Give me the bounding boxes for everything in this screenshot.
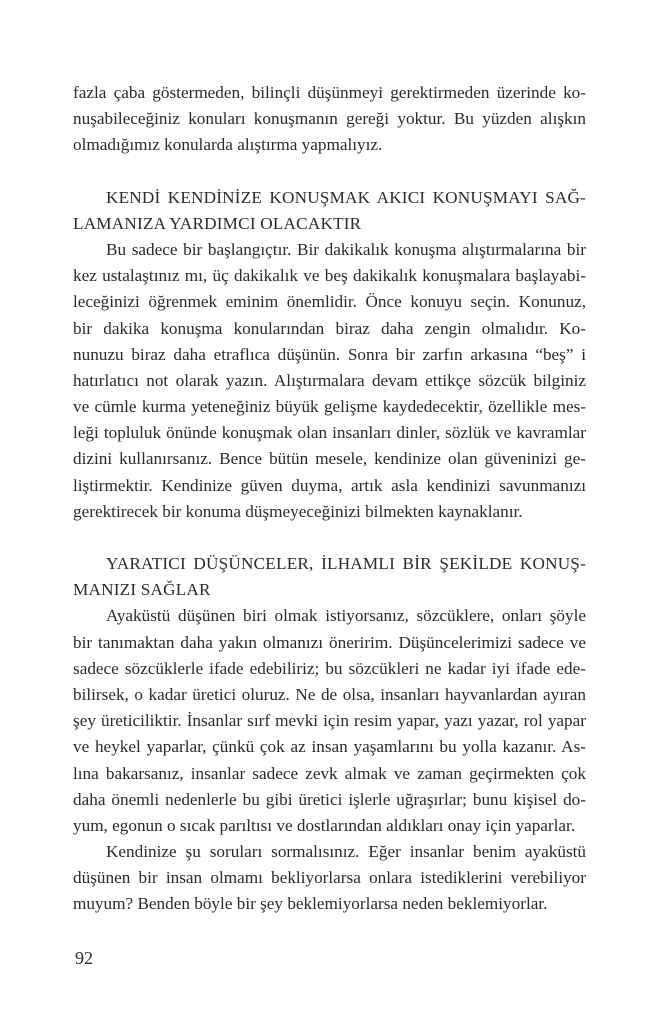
text-line: gerektirecek bir konuma düşmeyeceğinizi bilmekten kaynaklanır. <box>73 501 523 521</box>
section-gap <box>73 159 586 185</box>
text-line: nuşabileceğiniz konuları konuşmanın gereği yoktur. Bu yüzden alışkın <box>73 109 586 129</box>
page-number: 92 <box>75 948 93 968</box>
text-line: leceğinizi öğrenmek eminim önemlidir. Önce konuyu seçin. Konunuz, <box>73 292 586 312</box>
text-line: nunuzu biraz daha etraflıca düşünün. Sonra bir zarfın arkasına “beş” i <box>73 344 586 364</box>
text-line: daha önemli nedenlerle bu gibi üretici işlerle uğraşırlar; bunu kişisel do- <box>73 789 586 809</box>
heading-line: LAMANIZA YARDIMCI OLACAKTIR <box>73 213 362 233</box>
text-line: fazla çaba göstermeden, bilinçli düşünmeyi gerektirmeden üzerinde ko- <box>73 83 586 102</box>
text-line: kez ustalaştınız mı, üç dakikalık ve beş dakikalık konuşmalara başlayabi- <box>73 266 586 286</box>
text-line: ve cümle kurma yeteneğiniz büyük gelişme kaydedecektir, özellikle mes- <box>73 397 586 417</box>
text-line: şey üreticiliktir. İnsanlar sırf mevki için resim yapar, yazı yazar, rol yapar <box>73 711 586 731</box>
text-line: lına bakarsanız, insanlar sadece zevk almak ve zaman geçirmekten çok <box>73 763 586 783</box>
text-line: bir dakika konuşma konularından biraz daha zengin olmalıdır. Ko- <box>73 318 586 338</box>
heading-line: MANIZI SAĞLAR <box>73 580 211 600</box>
book-page <box>73 80 586 918</box>
text-line: Ayaküstü düşünen biri olmak istiyorsanız, sözcüklere, onları şöyle <box>106 606 586 626</box>
text-line: sadece sözcüklerle ifade edebiliriz; bu sözcükleri ne kadar iyi ifade ede- <box>73 658 586 678</box>
section-gap <box>73 525 586 551</box>
section-1-paragraph <box>73 237 586 525</box>
heading-line: KENDİ KENDİNİZE KONUŞMAK AKICI KONUŞMAYI SAĞ- <box>106 187 586 207</box>
text-line: olmadığımız konularda alıştırma yapmalıyız. <box>73 135 383 155</box>
text-line: yum, egonun o sıcak parıltısı ve dostlarından aldıkları onay için yaparlar. <box>73 815 576 835</box>
text-line: Bu sadece bir başlangıçtır. Bir dakikalık konuşma alıştırmalarına bir <box>106 239 586 259</box>
text-line: dizini kullanırsanız. Bence bütün mesele, kendinize olan güveninizi ge- <box>73 449 586 469</box>
text-line: leği topluluk önünde konuşmak olan insanları dinler, sözlük ve kavramlar <box>73 423 586 443</box>
section-2-paragraph-2 <box>73 839 586 918</box>
text-line: liştirmektir. Kendinize güven duyma, artık asla kendinizi savunmanızı <box>73 475 586 495</box>
text-line: bir tanımaktan daha yakın olmanızı öneririm. Düşüncelerimizi sadece ve <box>73 632 586 652</box>
text-line: ve heykel yaparlar, çünkü çok az insan yaşamlarını bu yolla kazanır. As- <box>73 737 586 757</box>
section-heading-1 <box>73 185 586 237</box>
section-heading-2 <box>73 551 586 603</box>
text-line: hatırlatıcı not olarak yazın. Alıştırmalara devam ettikçe sözcük bilginiz <box>73 370 586 390</box>
text-line: Kendinize şu soruları sormalısınız. Eğer insanlar benim ayaküstü <box>106 842 586 862</box>
intro-paragraph <box>73 80 586 159</box>
text-line: bilirsek, o kadar üretici oluruz. Ne de olsa, insanları hayvanlardan ayıran <box>73 684 586 704</box>
section-2-paragraph-1 <box>73 603 586 839</box>
text-line: düşünen bir insan olmamı bekliyorlarsa onlara istediklerini verebiliyor <box>73 868 586 888</box>
text-line: muyum? Benden böyle bir şey beklemiyorlarsa neden beklemiyorlar. <box>73 894 548 914</box>
heading-line: YARATICI DÜŞÜNCELER, İLHAMLI BİR ŞEKİLDE KONUŞ- <box>106 554 586 573</box>
